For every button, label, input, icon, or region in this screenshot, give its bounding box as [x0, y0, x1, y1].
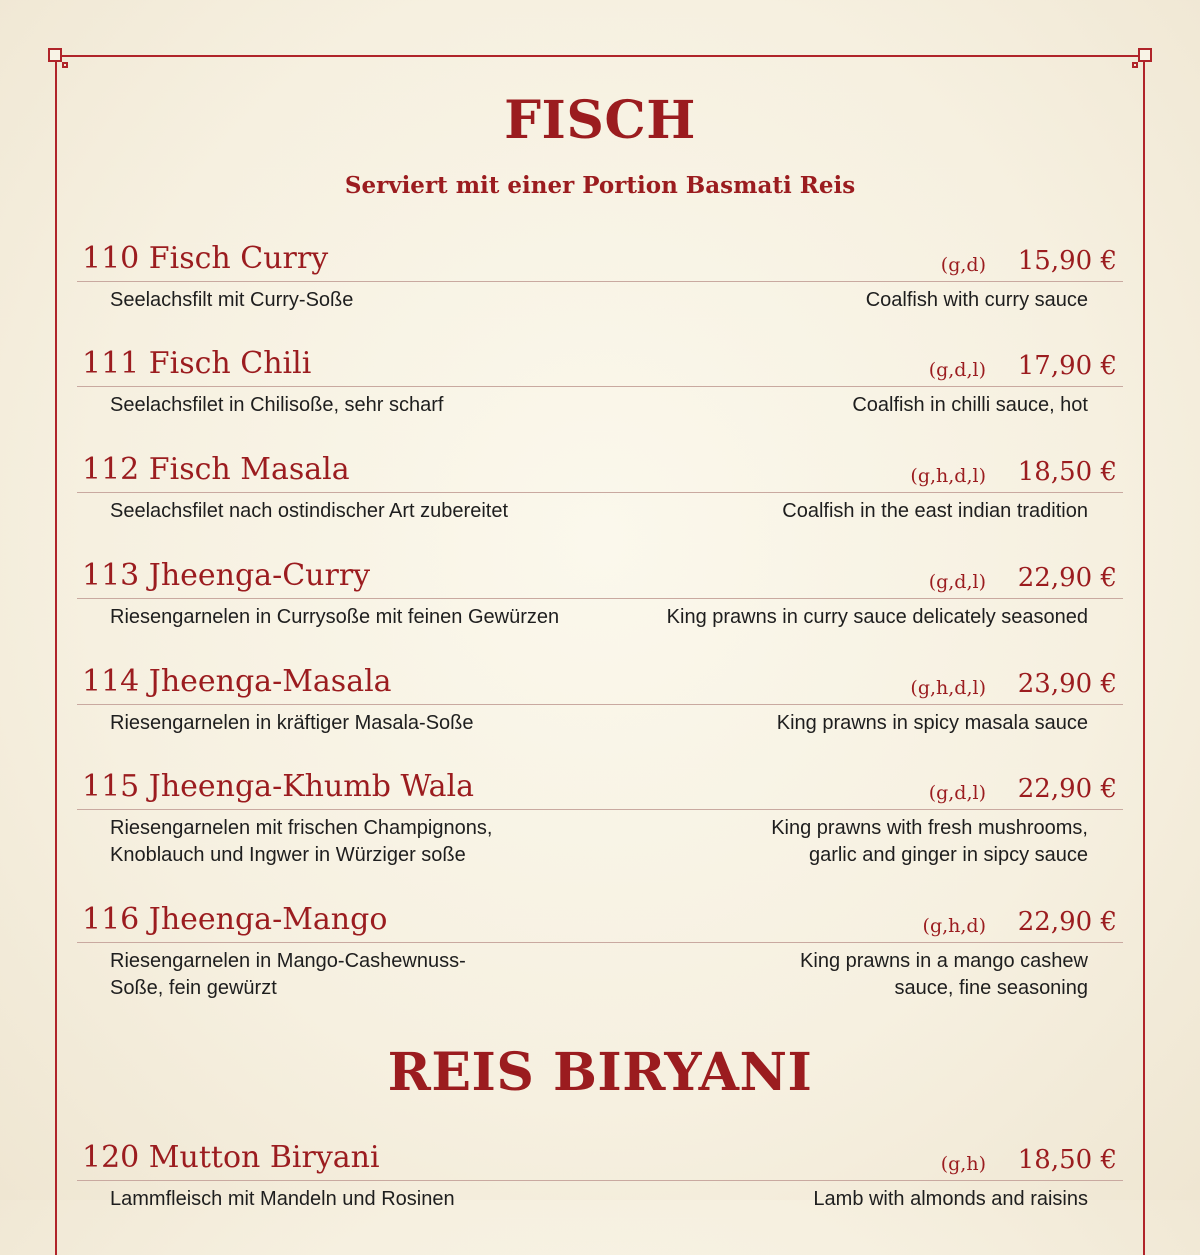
item-price: 18,50 €	[1017, 1145, 1117, 1175]
item-name: 111 Fisch Chili	[82, 346, 312, 381]
item-description-en: Coalfish in chilli sauce, hot	[852, 394, 1088, 416]
item-name: 115 Jheenga-Khumb Wala	[82, 769, 475, 804]
item-price: 15,90 €	[1017, 246, 1117, 276]
item-price: 23,90 €	[1017, 669, 1117, 699]
item-description-en: King prawns in a mango cashew sauce, fine seasoning	[800, 950, 1088, 999]
item-price: 22,90 €	[1017, 907, 1117, 937]
item-description-de: Seelachsfilet in Chilisoße, sehr scharf	[110, 394, 444, 416]
item-name: 114 Jheenga-Masala	[82, 664, 392, 699]
item-name: 110 Fisch Curry	[82, 241, 329, 276]
item-allergens: (g,h,d,l)	[910, 465, 986, 487]
item-name: 120 Mutton Biryani	[82, 1140, 380, 1175]
menu-item-116	[77, 904, 1123, 1006]
item-description-de: Lammfleisch mit Mandeln und Rosinen	[110, 1188, 455, 1210]
item-price: 17,90 €	[1017, 351, 1117, 381]
item-description-de: Riesengarnelen in Currysoße mit feinen Gewürzen	[110, 606, 560, 628]
item-name: 113 Jheenga-Curry	[82, 558, 371, 593]
frame-corner-ornament	[1138, 48, 1152, 62]
item-description-en: Coalfish with curry sauce	[865, 289, 1088, 311]
menu-item-110	[77, 243, 1123, 345]
item-price: 18,50 €	[1017, 457, 1117, 487]
item-description-de: Seelachsfilt mit Curry-Soße	[110, 289, 354, 311]
section-title-reis-biryani: REIS BIRYANI	[387, 1042, 813, 1103]
item-allergens: (g,d,l)	[928, 571, 986, 593]
item-allergens: (g,d,l)	[928, 359, 986, 381]
item-description-de: Riesengarnelen in kräftiger Masala-Soße	[110, 712, 474, 734]
item-description-de: Riesengarnelen mit frischen Champignons, Knoblauch und Ingwer in Würziger soße	[110, 817, 493, 866]
item-allergens: (g,h)	[940, 1153, 986, 1175]
item-allergens: (g,h,d)	[922, 915, 986, 937]
menu-item-114	[77, 666, 1123, 768]
item-description-en: Lamb with almonds and raisins	[813, 1188, 1088, 1210]
item-allergens: (g,d)	[940, 254, 986, 276]
item-description-en: Coalfish in the east indian tradition	[782, 500, 1088, 522]
item-description-en: King prawns with fresh mushrooms, garlic and ginger in sipcy sauce	[771, 817, 1088, 866]
item-description-en: King prawns in spicy masala sauce	[776, 712, 1088, 734]
item-description-en: King prawns in curry sauce delicately seasoned	[666, 606, 1088, 628]
menu-item-113	[77, 560, 1123, 662]
section-subtitle: Serviert mit einer Portion Basmati Reis	[344, 172, 856, 199]
menu-item-120	[77, 1142, 1123, 1244]
section-title-fisch: FISCH	[504, 90, 696, 151]
item-name: 112 Fisch Masala	[82, 452, 350, 487]
item-allergens: (g,h,d,l)	[910, 677, 986, 699]
menu-item-112	[77, 454, 1123, 556]
item-description-de: Riesengarnelen in Mango-Cashewnuss- Soße, fein gewürzt	[110, 950, 466, 999]
menu-item-115	[77, 771, 1123, 873]
item-price: 22,90 €	[1017, 563, 1117, 593]
item-price: 22,90 €	[1017, 774, 1117, 804]
item-description-de: Seelachsfilet nach ostindischer Art zubereitet	[110, 500, 508, 522]
menu-item-111	[77, 348, 1123, 450]
frame-corner-ornament	[48, 48, 62, 62]
item-name: 116 Jheenga-Mango	[82, 902, 388, 937]
item-allergens: (g,d,l)	[928, 782, 986, 804]
